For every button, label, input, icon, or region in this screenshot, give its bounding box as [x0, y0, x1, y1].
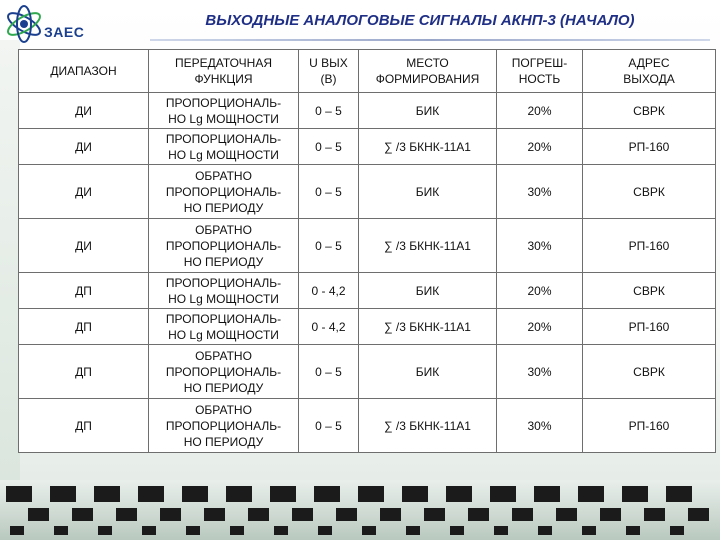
footer-square	[248, 508, 269, 521]
footer-square	[230, 526, 244, 535]
footer-square	[318, 526, 332, 535]
cell-place: ∑ /3 БКНК-11А1	[359, 219, 497, 273]
cell-address: РП-160	[583, 309, 716, 345]
footer-square	[402, 486, 428, 502]
footer-square	[336, 508, 357, 521]
cell-voltage: 0 – 5	[299, 219, 359, 273]
footer-square	[468, 508, 489, 521]
cell-range: ДИ	[19, 219, 149, 273]
footer-square	[582, 526, 596, 535]
footer-square	[138, 486, 164, 502]
cell-place: ∑ /3 БКНК-11А1	[359, 309, 497, 345]
cell-function: ОБРАТНО ПРОПОРЦИОНАЛЬ- НО ПЕРИОДУ	[149, 399, 299, 453]
cell-voltage: 0 - 4,2	[299, 273, 359, 309]
cell-address: СВРК	[583, 345, 716, 399]
cell-function: ПРОПОРЦИОНАЛЬ- НО Lg МОЩНОСТИ	[149, 93, 299, 129]
table-row	[19, 399, 716, 453]
cell-voltage: 0 – 5	[299, 165, 359, 219]
cell-error: 20%	[497, 129, 583, 165]
cell-place: БИК	[359, 345, 497, 399]
footer-square	[358, 486, 384, 502]
cell-place: БИК	[359, 165, 497, 219]
cell-range: ДИ	[19, 93, 149, 129]
atom-logo-icon	[2, 2, 46, 46]
footer-square	[182, 486, 208, 502]
footer-square	[186, 526, 200, 535]
col-output-voltage: U ВЫХ (В)	[299, 50, 359, 93]
table-row	[19, 345, 716, 399]
table-row	[19, 219, 716, 273]
signals-table	[18, 49, 716, 453]
table-row	[19, 309, 716, 345]
footer-square	[666, 486, 692, 502]
footer-square	[490, 486, 516, 502]
cell-address: РП-160	[583, 219, 716, 273]
cell-place: БИК	[359, 273, 497, 309]
footer-square	[270, 486, 296, 502]
footer-square	[688, 508, 709, 521]
footer-square	[424, 508, 445, 521]
footer-square	[534, 486, 560, 502]
footer-square	[10, 526, 24, 535]
logo-text: ЗАЕС	[44, 24, 85, 40]
cell-voltage: 0 – 5	[299, 93, 359, 129]
footer-square	[314, 486, 340, 502]
cell-range: ДИ	[19, 129, 149, 165]
cell-function: ПРОПОРЦИОНАЛЬ- НО Lg МОЩНОСТИ	[149, 273, 299, 309]
cell-voltage: 0 – 5	[299, 399, 359, 453]
col-output-address: АДРЕС ВЫХОДА	[583, 50, 716, 93]
footer-square	[600, 508, 621, 521]
footer-square	[98, 526, 112, 535]
cell-range: ДП	[19, 273, 149, 309]
footer-square	[28, 508, 49, 521]
footer-square	[644, 508, 665, 521]
cell-function: ПРОПОРЦИОНАЛЬ- НО Lg МОЩНОСТИ	[149, 129, 299, 165]
footer-square	[142, 526, 156, 535]
cell-function: ПРОПОРЦИОНАЛЬ- НО Lg МОЩНОСТИ	[149, 309, 299, 345]
footer-square	[94, 486, 120, 502]
footer-square	[578, 486, 604, 502]
cell-voltage: 0 – 5	[299, 345, 359, 399]
cell-error: 20%	[497, 273, 583, 309]
cell-error: 30%	[497, 345, 583, 399]
footer-square	[622, 486, 648, 502]
footer-square	[450, 526, 464, 535]
cell-address: РП-160	[583, 399, 716, 453]
left-decor-strip	[0, 40, 20, 480]
footer-square	[362, 526, 376, 535]
col-error: ПОГРЕШ- НОСТЬ	[497, 50, 583, 93]
table-row	[19, 93, 716, 129]
cell-range: ДП	[19, 399, 149, 453]
cell-range: ДП	[19, 309, 149, 345]
cell-error: 30%	[497, 399, 583, 453]
cell-place: ∑ /3 БКНК-11А1	[359, 129, 497, 165]
cell-voltage: 0 – 5	[299, 129, 359, 165]
footer-square	[556, 508, 577, 521]
footer-square	[6, 486, 32, 502]
footer-square-pattern	[0, 486, 720, 536]
cell-error: 20%	[497, 93, 583, 129]
footer-square	[406, 526, 420, 535]
footer-square	[512, 508, 533, 521]
cell-address: РП-160	[583, 129, 716, 165]
footer-square	[292, 508, 313, 521]
col-formation-place: МЕСТО ФОРМИРОВАНИЯ	[359, 50, 497, 93]
cell-error: 30%	[497, 165, 583, 219]
cell-function: ОБРАТНО ПРОПОРЦИОНАЛЬ- НО ПЕРИОДУ	[149, 345, 299, 399]
cell-address: СВРК	[583, 93, 716, 129]
cell-error: 30%	[497, 219, 583, 273]
cell-function: ОБРАТНО ПРОПОРЦИОНАЛЬ- НО ПЕРИОДУ	[149, 219, 299, 273]
col-transfer-function: ПЕРЕДАТОЧНАЯ ФУНКЦИЯ	[149, 50, 299, 93]
cell-address: СВРК	[583, 273, 716, 309]
footer-square	[446, 486, 472, 502]
footer-square	[494, 526, 508, 535]
footer-square	[160, 508, 181, 521]
cell-place: БИК	[359, 93, 497, 129]
table-row	[19, 273, 716, 309]
footer-square	[72, 508, 93, 521]
footer-square	[380, 508, 401, 521]
title-underline	[150, 39, 710, 41]
company-logo	[2, 2, 102, 46]
table-header	[19, 50, 716, 93]
cell-address: СВРК	[583, 165, 716, 219]
cell-voltage: 0 - 4,2	[299, 309, 359, 345]
cell-range: ДП	[19, 345, 149, 399]
footer-square	[626, 526, 640, 535]
table-row	[19, 165, 716, 219]
footer-square	[204, 508, 225, 521]
table-row	[19, 129, 716, 165]
footer-square	[116, 508, 137, 521]
cell-error: 20%	[497, 309, 583, 345]
cell-place: ∑ /3 БКНК-11А1	[359, 399, 497, 453]
footer-square	[538, 526, 552, 535]
footer-square	[54, 526, 68, 535]
footer-square	[274, 526, 288, 535]
footer-square	[226, 486, 252, 502]
cell-range: ДИ	[19, 165, 149, 219]
footer-square	[50, 486, 76, 502]
cell-function: ОБРАТНО ПРОПОРЦИОНАЛЬ- НО ПЕРИОДУ	[149, 165, 299, 219]
col-range: ДИАПАЗОН	[19, 50, 149, 93]
footer-square	[670, 526, 684, 535]
slide-title: ВЫХОДНЫЕ АНАЛОГОВЫЕ СИГНАЛЫ АКНП-3 (НАЧАЛО)	[205, 12, 635, 29]
